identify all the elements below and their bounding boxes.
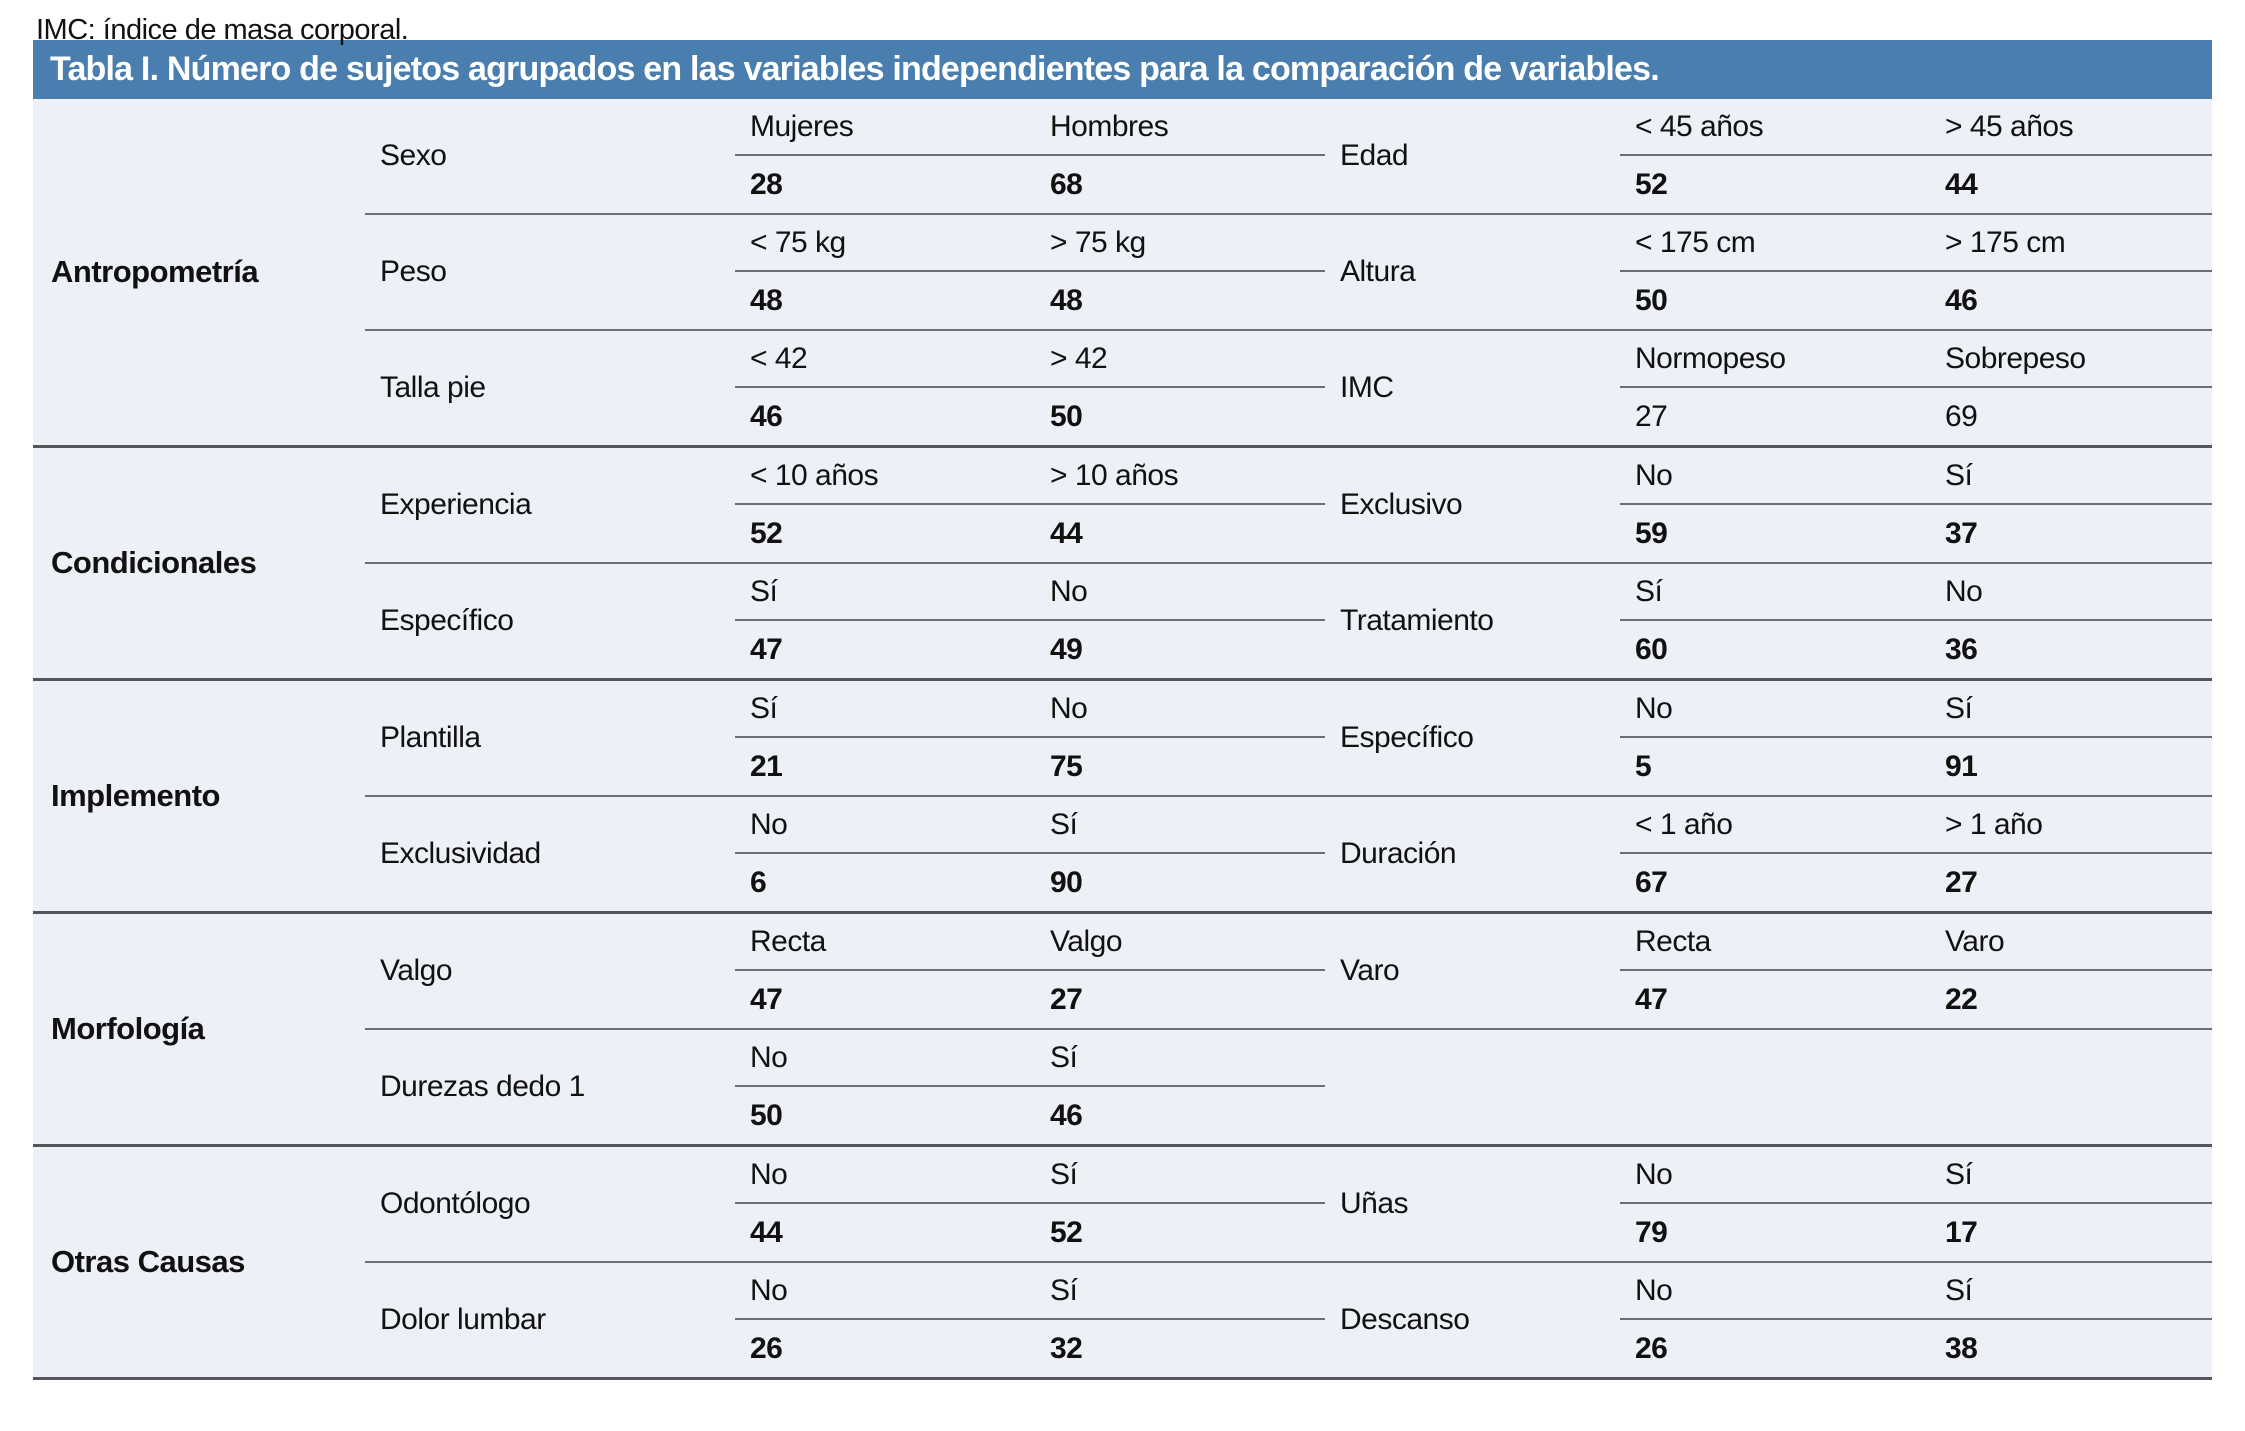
- table-row: [365, 681, 2212, 795]
- value-cell: 91: [1945, 749, 1978, 783]
- category-label: Sí: [1930, 1263, 2212, 1320]
- category-label: > 1 año: [1930, 797, 2212, 854]
- variable-name: Talla pie: [380, 371, 486, 404]
- category-label: Sí: [1035, 1030, 1325, 1087]
- category-label: Recta: [1620, 914, 1930, 971]
- variable-name: Exclusividad: [380, 837, 541, 870]
- table-group: [33, 1144, 2212, 1377]
- value-cell: 50: [1635, 283, 1668, 317]
- value-cell: 17: [1945, 1215, 1978, 1249]
- variable-name: Valgo: [380, 954, 453, 987]
- category-label: < 75 kg: [735, 215, 1035, 272]
- variable-name: Tratamiento: [1340, 604, 1494, 637]
- value-cell: 26: [1635, 1331, 1668, 1365]
- variable-name: Edad: [1340, 139, 1409, 172]
- value-cell: 47: [750, 632, 783, 666]
- value-cell: 69: [1945, 399, 1978, 433]
- value-cell: 27: [1945, 865, 1978, 899]
- variable-name: Plantilla: [380, 721, 481, 754]
- variable-name: Odontólogo: [380, 1187, 531, 1220]
- group-rows: [365, 448, 2212, 678]
- category-label: < 1 año: [1620, 797, 1930, 854]
- variable-name: Descanso: [1340, 1303, 1470, 1336]
- value-cell: 44: [1945, 167, 1978, 201]
- category-label: Valgo: [1035, 914, 1325, 971]
- value-cell: 27: [1050, 982, 1083, 1016]
- table-row: [365, 795, 2212, 911]
- category-label: No: [1035, 681, 1325, 738]
- value-cell: 6: [750, 865, 767, 899]
- value-cell: 47: [1635, 982, 1668, 1016]
- category-label: No: [1035, 564, 1325, 621]
- group-label: Morfología: [51, 1011, 205, 1046]
- value-cell: 49: [1050, 632, 1083, 666]
- category-label: No: [735, 1263, 1035, 1320]
- category-label: Sí: [1930, 448, 2212, 505]
- category-label: < 175 cm: [1620, 215, 1930, 272]
- value-cell: 59: [1635, 516, 1668, 550]
- variable-name: Uñas: [1340, 1187, 1409, 1220]
- table-row: [365, 1261, 2212, 1377]
- category-label: Varo: [1930, 914, 2212, 971]
- variable-name: Altura: [1340, 255, 1416, 288]
- value-cell: 27: [1635, 399, 1668, 433]
- value-cell: 48: [1050, 283, 1083, 317]
- variable-name: Específico: [1340, 721, 1474, 754]
- group-label: Condicionales: [51, 545, 257, 580]
- value-cell: 22: [1945, 982, 1978, 1016]
- table-title: Tabla I. Número de sujetos agrupados en las variables independientes para la comparación de variables.: [33, 40, 2212, 99]
- category-label: No: [1620, 1263, 1930, 1320]
- category-label: Mujeres: [735, 99, 1035, 156]
- category-label: > 10 años: [1035, 448, 1325, 505]
- table-group: [33, 99, 2212, 445]
- category-label: > 42: [1035, 331, 1325, 388]
- category-label: No: [735, 797, 1035, 854]
- category-label: < 10 años: [735, 448, 1035, 505]
- value-cell: 52: [1050, 1215, 1083, 1249]
- value-cell: 28: [750, 167, 783, 201]
- value-cell: 52: [750, 516, 783, 550]
- variable-name: Sexo: [380, 139, 447, 172]
- variable-name: Dolor lumbar: [380, 1303, 546, 1336]
- category-label: > 75 kg: [1035, 215, 1325, 272]
- category-label: No: [1930, 564, 2212, 621]
- table-row: [365, 562, 2212, 678]
- table-row: [365, 213, 2212, 329]
- value-cell: 48: [750, 283, 783, 317]
- category-label: Normopeso: [1620, 331, 1930, 388]
- value-cell: 5: [1635, 749, 1652, 783]
- value-cell: 46: [1050, 1098, 1083, 1132]
- variable-name: Durezas dedo 1: [380, 1070, 585, 1103]
- table-row: [365, 448, 2212, 562]
- variable-name: Duración: [1340, 837, 1457, 870]
- variable-name: Específico: [380, 604, 514, 637]
- value-cell: 37: [1945, 516, 1978, 550]
- value-cell: 79: [1635, 1215, 1668, 1249]
- value-cell: 68: [1050, 167, 1083, 201]
- value-cell: 67: [1635, 865, 1668, 899]
- category-label: Hombres: [1035, 99, 1325, 156]
- variable-name: IMC: [1340, 371, 1394, 404]
- value-cell: 50: [1050, 399, 1083, 433]
- value-cell: 32: [1050, 1331, 1083, 1365]
- table-group: [33, 445, 2212, 678]
- category-label: Sí: [1035, 797, 1325, 854]
- category-label: No: [1620, 681, 1930, 738]
- category-label: < 42: [735, 331, 1035, 388]
- value-cell: 46: [750, 399, 783, 433]
- category-label: Sí: [1930, 1147, 2212, 1204]
- value-cell: 50: [750, 1098, 783, 1132]
- table-row: [365, 99, 2212, 213]
- value-cell: 26: [750, 1331, 783, 1365]
- table-footnote: IMC: índice de masa corporal.: [36, 14, 409, 46]
- group-label: Otras Causas: [51, 1244, 245, 1279]
- group-rows: [365, 1147, 2212, 1377]
- table-row: [365, 1028, 2212, 1144]
- category-label: Sí: [735, 564, 1035, 621]
- variable-name: Exclusivo: [1340, 488, 1463, 521]
- value-cell: 52: [1635, 167, 1668, 201]
- table-row: [365, 329, 2212, 445]
- category-label: > 45 años: [1930, 99, 2212, 156]
- group-label: Implemento: [51, 778, 220, 813]
- category-label: < 45 años: [1620, 99, 1930, 156]
- category-label: > 175 cm: [1930, 215, 2212, 272]
- variable-name: Peso: [380, 255, 447, 288]
- category-label: No: [735, 1030, 1035, 1087]
- category-label: Sí: [1035, 1147, 1325, 1204]
- table-group: [33, 678, 2212, 911]
- value-cell: 60: [1635, 632, 1668, 666]
- category-label: No: [1620, 448, 1930, 505]
- category-label: Sí: [735, 681, 1035, 738]
- value-cell: 44: [750, 1215, 783, 1249]
- category-label: Sí: [1930, 681, 2212, 738]
- variable-name: Varo: [1340, 954, 1400, 987]
- category-label: Sí: [1620, 564, 1930, 621]
- table-row: [365, 914, 2212, 1028]
- table-body: [33, 99, 2212, 1380]
- variable-name: Experiencia: [380, 488, 532, 521]
- category-label: No: [1620, 1147, 1930, 1204]
- data-table: [33, 40, 2212, 1380]
- category-label: Recta: [735, 914, 1035, 971]
- group-rows: [365, 99, 2212, 445]
- value-cell: 21: [750, 749, 783, 783]
- value-cell: 36: [1945, 632, 1978, 666]
- value-cell: 46: [1945, 283, 1978, 317]
- group-rows: [365, 914, 2212, 1144]
- table-row: [365, 1147, 2212, 1261]
- category-label: Sobrepeso: [1930, 331, 2212, 388]
- category-label: Sí: [1035, 1263, 1325, 1320]
- value-cell: 38: [1945, 1331, 1978, 1365]
- value-cell: 90: [1050, 865, 1083, 899]
- group-label: Antropometría: [51, 254, 259, 289]
- category-label: No: [735, 1147, 1035, 1204]
- value-cell: 47: [750, 982, 783, 1016]
- value-cell: 44: [1050, 516, 1083, 550]
- table-group: [33, 911, 2212, 1144]
- value-cell: 75: [1050, 749, 1083, 783]
- group-rows: [365, 681, 2212, 911]
